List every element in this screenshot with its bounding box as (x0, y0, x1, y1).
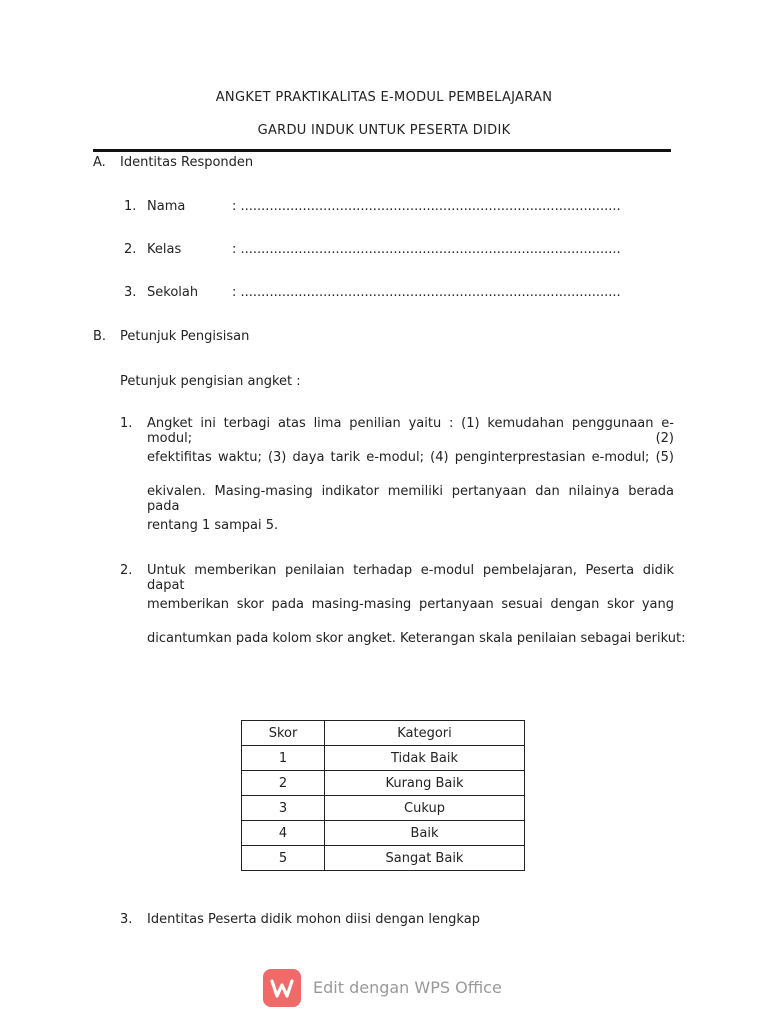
table-row (242, 846, 525, 871)
field-label-nama: Nama (147, 199, 186, 214)
list-item-line: efektifitas waktu; (3) daya tarik e-modul; (4) penginterprestasian e-modul; (5) (147, 450, 674, 465)
section-b-title: Petunjuk Pengisisan (120, 329, 250, 344)
list-item-line: dicantumkan pada kolom skor angket. Keterangan skala penilaian sebagai berikut: (147, 631, 686, 646)
scale-table (241, 720, 525, 871)
field-value-kelas: : ............................................................................................ (232, 242, 621, 257)
section-a-title: Identitas Responden (120, 155, 254, 170)
wps-edit-link[interactable]: Edit dengan WPS Office (313, 978, 502, 997)
table-cell-skor: 3 (242, 796, 325, 821)
list-item-number: 1. (120, 416, 133, 431)
field-value-sekolah: : ............................................................................................ (232, 285, 621, 300)
list-item-line: Angket ini terbagi atas lima penilian yaitu : (1) kemudahan penggunaan e-modul; (2) (147, 416, 674, 446)
table-cell-skor: 5 (242, 846, 325, 871)
section-a-letter: A. (93, 155, 106, 170)
field-number: 3. (124, 285, 137, 300)
field-number: 1. (124, 199, 137, 214)
table-cell-skor: 1 (242, 746, 325, 771)
table-row (242, 796, 525, 821)
field-label-sekolah: Sekolah (147, 285, 199, 300)
table-cell-kategori: Tidak Baik (325, 746, 525, 771)
table-header-row (242, 721, 525, 746)
table-row (242, 746, 525, 771)
table-cell-skor: 2 (242, 771, 325, 796)
column-header-kategori: Kategori (325, 721, 525, 746)
instructions-intro: Petunjuk pengisian angket : (120, 374, 301, 389)
document-title: ANGKET PRAKTIKALITAS E-MODUL PEMBELAJARAN (215, 90, 553, 105)
document-subtitle: GARDU INDUK UNTUK PESERTA DIDIK (257, 123, 511, 138)
list-item-line: Identitas Peserta didik mohon diisi dengan lengkap (147, 912, 480, 927)
list-item-number: 3. (120, 912, 133, 927)
table-row (242, 821, 525, 846)
table-cell-kategori: Baik (325, 821, 525, 846)
wps-logo-icon[interactable] (263, 969, 301, 1007)
table-cell-kategori: Kurang Baik (325, 771, 525, 796)
list-item-number: 2. (120, 563, 133, 578)
list-item-line: Untuk memberikan penilaian terhadap e-modul pembelajaran, Peserta didik dapat (147, 563, 674, 593)
column-header-skor: Skor (242, 721, 325, 746)
field-value-nama: : ............................................................................................ (232, 199, 621, 214)
table-cell-skor: 4 (242, 821, 325, 846)
section-b-letter: B. (93, 329, 107, 344)
table-row (242, 771, 525, 796)
field-number: 2. (124, 242, 137, 257)
table-cell-kategori: Cukup (325, 796, 525, 821)
list-item-line: memberikan skor pada masing-masing pertanyaan sesuai dengan skor yang (147, 597, 674, 612)
table-cell-kategori: Sangat Baik (325, 846, 525, 871)
field-label-kelas: Kelas (147, 242, 182, 257)
title-divider (93, 149, 671, 152)
list-item-line: rentang 1 sampai 5. (147, 518, 279, 533)
list-item-line: ekivalen. Masing-masing indikator memiliki pertanyaan dan nilainya berada pada (147, 484, 674, 514)
